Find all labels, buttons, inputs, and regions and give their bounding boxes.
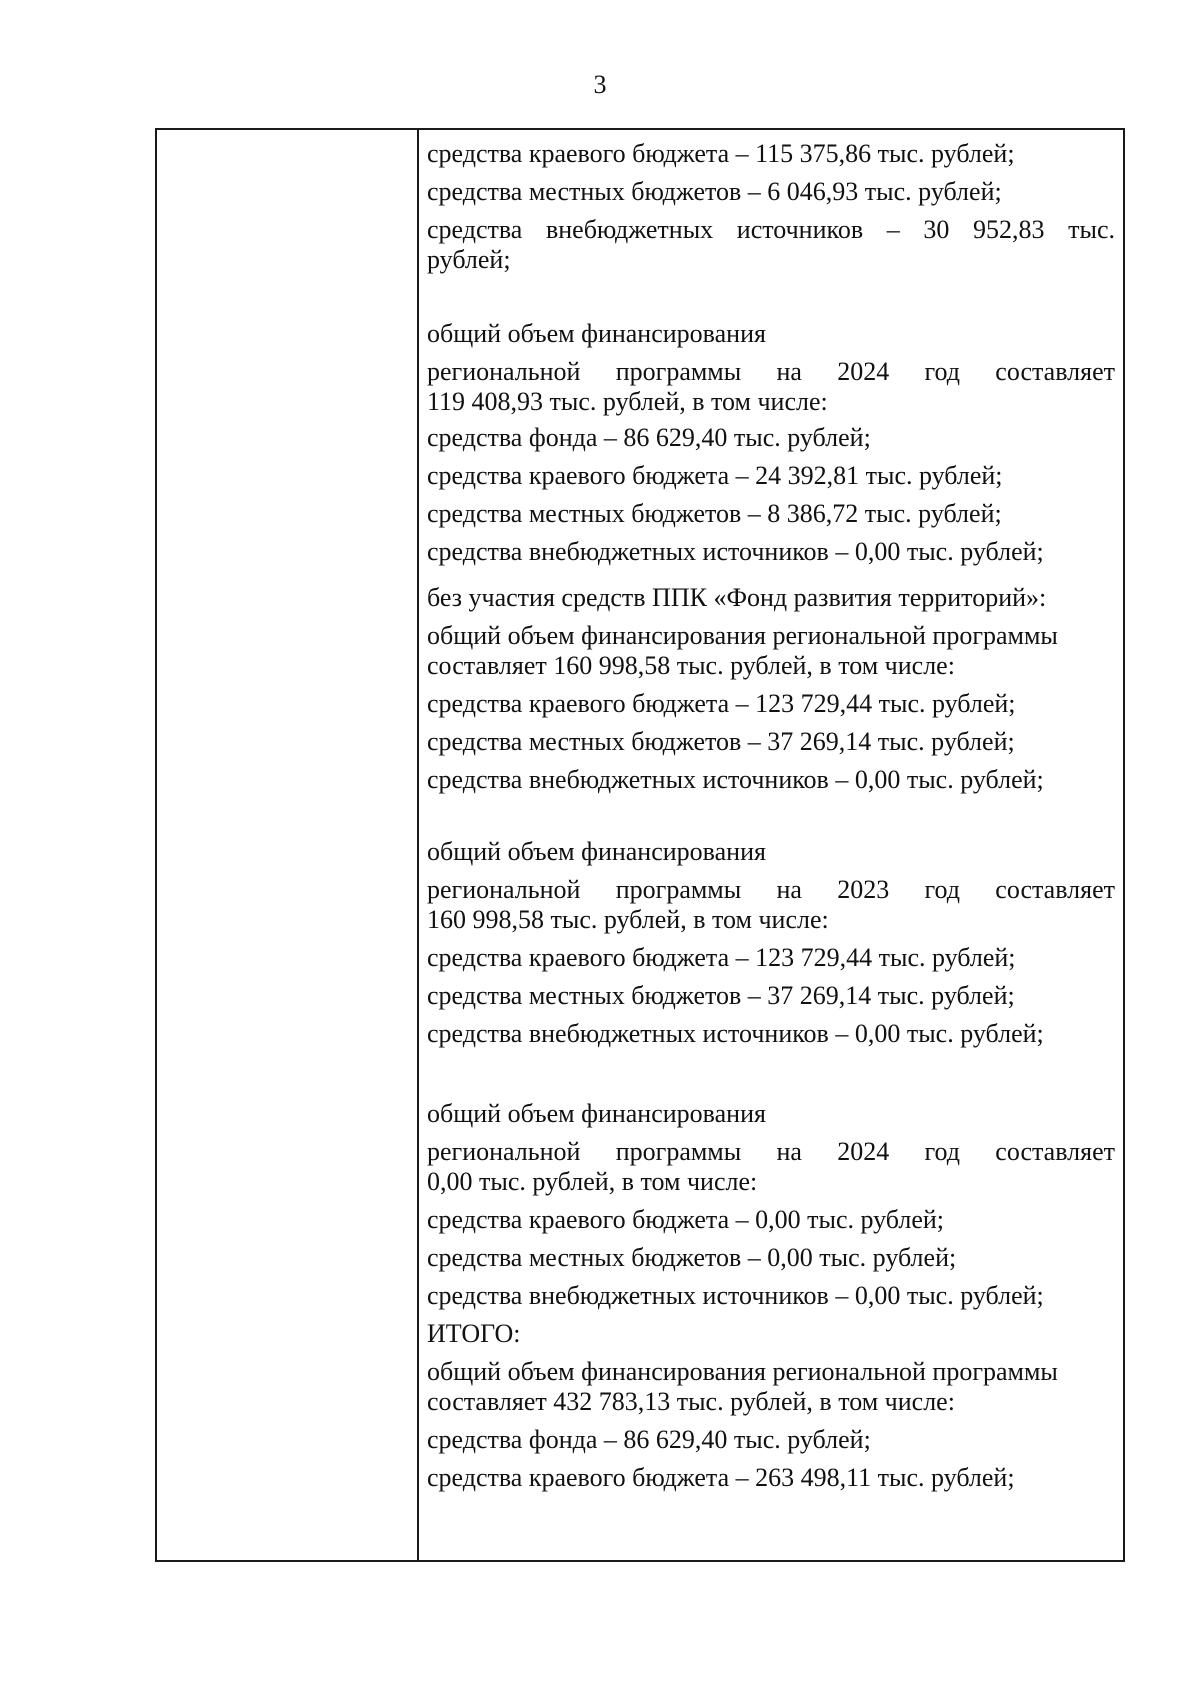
text-line: средства фонда – 86 629,40 тыс. рублей;: [427, 1425, 871, 1454]
column-divider: [417, 130, 419, 1560]
text-line: рублей;: [427, 245, 511, 274]
text-line: средства внебюджетных источников – 0,00 тыс. рублей;: [427, 1019, 1044, 1048]
text-line: средства краевого бюджета – 0,00 тыс. рублей;: [427, 1205, 945, 1234]
text-line: средства краевого бюджета – 24 392,81 тыс. рублей;: [427, 461, 1003, 490]
text-line: составляет 160 998,58 тыс. рублей, в том числе:: [427, 651, 955, 680]
text-line: без участия средств ППК «Фонд развития территорий»:: [427, 583, 1047, 612]
text-line: региональной программы на 2024 год составляет: [427, 1137, 1115, 1166]
text-line: средства краевого бюджета – 263 498,11 тыс. рублей;: [427, 1463, 1015, 1492]
text-line: средства краевого бюджета – 123 729,44 тыс. рублей;: [427, 689, 1016, 718]
text-line: средства местных бюджетов – 0,00 тыс. рублей;: [427, 1243, 957, 1272]
text-line: общий объем финансирования региональной программы: [427, 1357, 1058, 1386]
text-line: средства внебюджетных источников – 0,00 тыс. рублей;: [427, 765, 1044, 794]
text-line: составляет 432 783,13 тыс. рублей, в том числе:: [427, 1387, 955, 1416]
table-left-cell: [157, 130, 417, 1560]
text-line: средства внебюджетных источников – 0,00 тыс. рублей;: [427, 537, 1044, 566]
total-heading: ИТОГО:: [427, 1319, 521, 1348]
text-line: 0,00 тыс. рублей, в том числе:: [427, 1167, 758, 1196]
text-line: 119 408,93 тыс. рублей, в том числе:: [427, 387, 828, 416]
text-line: региональной программы на 2024 год составляет: [427, 357, 1115, 386]
text-line: региональной программы на 2023 год составляет: [427, 875, 1115, 904]
text-line: 160 998,58 тыс. рублей, в том числе:: [427, 905, 829, 934]
page-number: 3: [593, 70, 607, 99]
text-line: средства внебюджетных источников – 0,00 тыс. рублей;: [427, 1281, 1044, 1310]
text-line: средства фонда – 86 629,40 тыс. рублей;: [427, 423, 871, 452]
text-line: средства местных бюджетов – 37 269,14 тыс. рублей;: [427, 981, 1015, 1010]
text-line: средства местных бюджетов – 37 269,14 тыс. рублей;: [427, 727, 1015, 756]
text-line: общий объем финансирования: [427, 837, 766, 866]
text-line: средства местных бюджетов – 8 386,72 тыс. рублей;: [427, 499, 1002, 528]
text-line: средства внебюджетных источников – 30 952,83 тыс.: [427, 215, 1115, 244]
text-line: общий объем финансирования: [427, 1099, 766, 1128]
text-line: средства краевого бюджета – 115 375,86 тыс. рублей;: [427, 139, 1015, 168]
financing-table: [155, 128, 1125, 1562]
text-line: средства краевого бюджета – 123 729,44 тыс. рублей;: [427, 943, 1016, 972]
text-line: общий объем финансирования региональной программы: [427, 621, 1058, 650]
text-line: средства местных бюджетов – 6 046,93 тыс. рублей;: [427, 177, 1002, 206]
text-line: общий объем финансирования: [427, 319, 766, 348]
